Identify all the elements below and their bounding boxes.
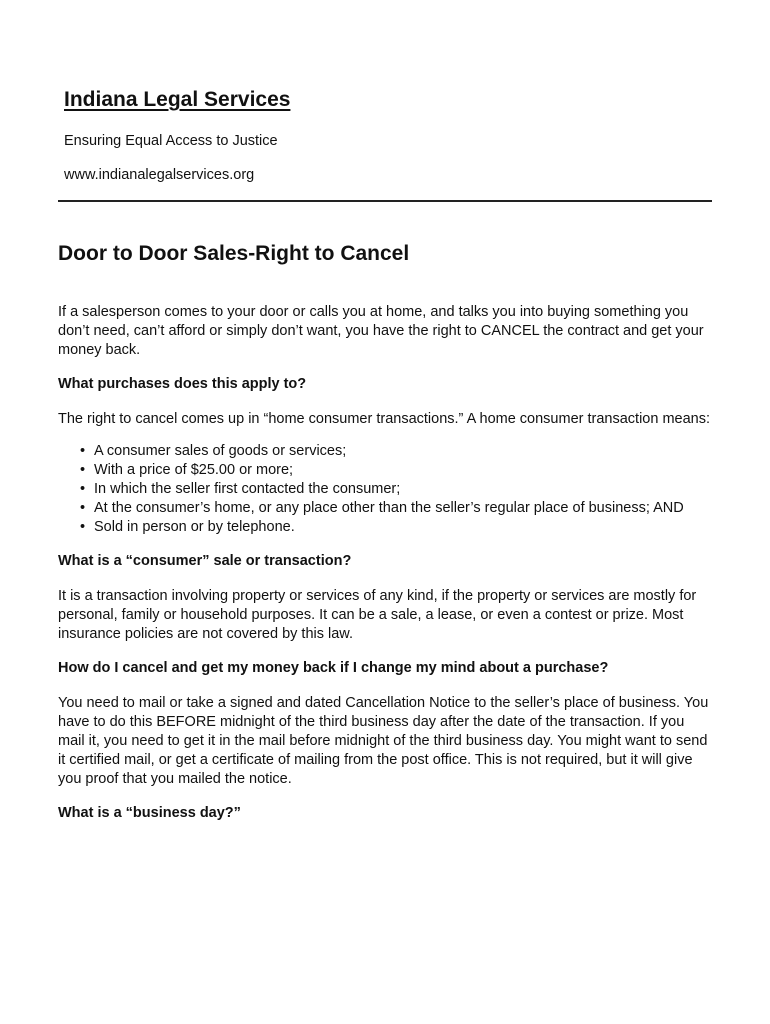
list-item xyxy=(80,442,714,461)
bullet-icon: • xyxy=(80,481,86,497)
article-body xyxy=(58,240,714,823)
question-heading: What purchases does this apply to? xyxy=(58,376,307,392)
answer-paragraph: The right to cancel comes up in “home consumer transactions.” A home consumer transaction means: xyxy=(58,411,711,427)
header-divider xyxy=(58,200,712,202)
list-item-text: Sold in person or by telephone. xyxy=(94,519,295,535)
intro-paragraph: If a salesperson comes to your door or calls you at home, and talks you into buying something you don’t need, can’t afford or simply don’t want, you have the right to CANCEL the contract and get your money back. xyxy=(58,304,704,358)
list-item-text: At the consumer’s home, or any place other than the seller’s regular place of business; AND xyxy=(94,500,684,516)
org-tagline: Ensuring Equal Access to Justice xyxy=(64,133,278,149)
org-website: www.indianalegalservices.org xyxy=(64,167,255,183)
question-heading: What is a “consumer” sale or transaction? xyxy=(58,553,352,569)
bullet-icon: • xyxy=(80,500,86,516)
list-item xyxy=(80,480,714,499)
question-heading: What is a “business day?” xyxy=(58,805,241,821)
bullet-icon: • xyxy=(80,462,86,478)
org-header xyxy=(64,86,664,184)
answer-paragraph: You need to mail or take a signed and dated Cancellation Notice to the seller’s place of business. You have to do this BEFORE midnight of the third business day after the date of the transaction. If you mail it, you need to get it in the mail before midnight of the third business day. You might want to send it certified mail, or get a certificate of mailing from the post office. This is not required, but it will give you proof that you mailed the notice. xyxy=(58,695,709,787)
list-item-text: In which the seller first contacted the consumer; xyxy=(94,481,401,497)
list-item-text: With a price of $25.00 or more; xyxy=(94,462,294,478)
list-item-text: A consumer sales of goods or services; xyxy=(94,443,347,459)
article-title: Door to Door Sales-Right to Cancel xyxy=(58,242,410,265)
answer-paragraph: It is a transaction involving property or services of any kind, if the property or services are mostly for personal, family or household purposes. It can be a sale, a lease, or even a contest or prize. Most insurance policies are not covered by this law. xyxy=(58,588,697,642)
question-heading: How do I cancel and get my money back if I change my mind about a purchase? xyxy=(58,660,609,676)
bullet-icon: • xyxy=(80,519,86,535)
list-item xyxy=(80,461,714,480)
list-item xyxy=(80,499,714,518)
bullet-icon: • xyxy=(80,443,86,459)
criteria-list xyxy=(58,442,714,537)
list-item xyxy=(80,518,714,537)
org-name: Indiana Legal Services xyxy=(64,88,291,111)
